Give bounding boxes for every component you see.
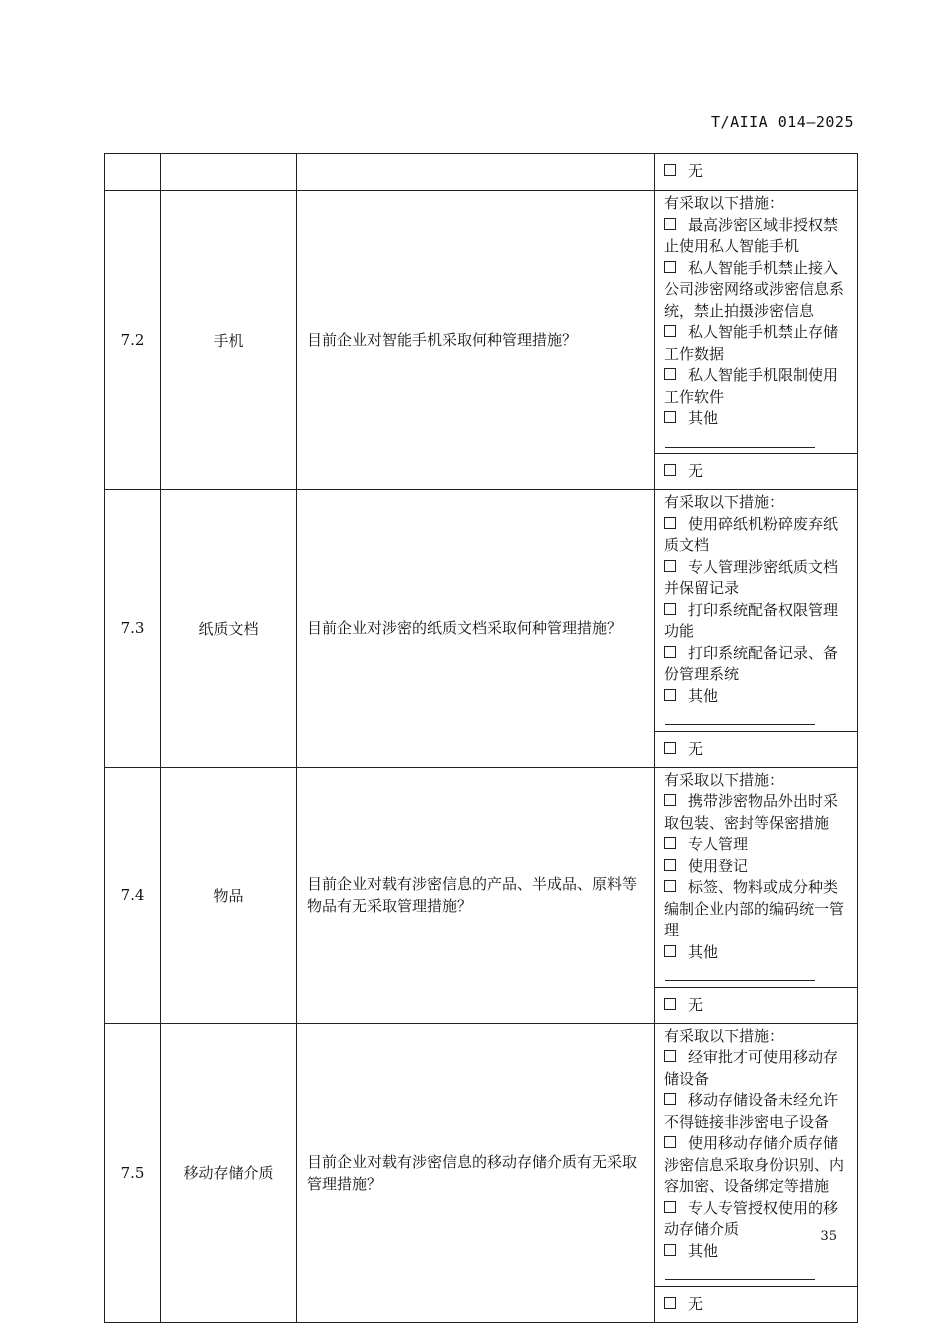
option-item: 专人专管授权使用的移动存储介质: [664, 1198, 839, 1238]
checkbox[interactable]: [664, 1136, 676, 1148]
checkbox[interactable]: [664, 1093, 676, 1105]
option-item: 打印系统配备记录、备份管理系统: [664, 643, 839, 683]
answer-cell: [655, 191, 858, 490]
checkbox[interactable]: [664, 859, 676, 871]
checkbox-none[interactable]: [664, 742, 676, 754]
item-number: 7.3: [105, 490, 161, 768]
checkbox[interactable]: [664, 945, 676, 957]
checkbox[interactable]: [664, 1244, 676, 1256]
option-item: 最高涉密区域非授权禁止使用私人智能手机: [664, 215, 839, 255]
item-name: 移动存储介质: [161, 1023, 297, 1322]
checkbox[interactable]: [664, 837, 676, 849]
answer-cell: [655, 1023, 858, 1322]
table-row: [105, 767, 858, 1023]
item-name: [161, 154, 297, 191]
none-label: 无: [688, 162, 704, 180]
option-item: 使用移动存储介质存储涉密信息采取身份识别、内容加密、设备绑定等措施: [664, 1134, 845, 1195]
item-name: 手机: [161, 191, 297, 490]
table-row: [105, 490, 858, 768]
option-item: 使用登记: [664, 856, 849, 878]
option-item: 专人管理: [664, 834, 849, 856]
none-label: 无: [688, 739, 704, 758]
option-item: 移动存储设备未经允许不得链接非涉密电子设备: [664, 1091, 839, 1131]
option-other: 其他: [664, 686, 849, 729]
fill-in-blank[interactable]: [665, 710, 815, 725]
answer-cell: [655, 767, 858, 1023]
fill-in-blank[interactable]: [665, 1265, 815, 1280]
questionnaire-table: [104, 153, 858, 1323]
checkbox[interactable]: [664, 261, 676, 273]
answer-cell: [655, 490, 858, 768]
checkbox[interactable]: [664, 1050, 676, 1062]
options-title: 有采取以下措施：: [664, 493, 785, 511]
option-item: 携带涉密物品外出时采取包装、密封等保密措施: [664, 792, 839, 832]
question-text: 目前企业对载有涉密信息的移动存储介质有无采取管理措施？: [297, 1023, 655, 1322]
checkbox-none[interactable]: [664, 464, 676, 476]
table-row: [105, 191, 858, 490]
item-name: 纸质文档: [161, 490, 297, 768]
options-title: 有采取以下措施：: [664, 1026, 785, 1045]
checkbox[interactable]: [664, 368, 676, 380]
option-other: 其他: [664, 408, 849, 451]
item-number: 7.4: [105, 767, 161, 1023]
item-number: [105, 154, 161, 191]
option-item: 私人智能手机禁止存储工作数据: [664, 323, 839, 363]
answer-cell: [655, 154, 858, 191]
options-title: 有采取以下措施：: [664, 194, 785, 212]
checkbox[interactable]: [664, 794, 676, 806]
question-text: 目前企业对智能手机采取何种管理措施？: [297, 191, 655, 490]
checkbox-none[interactable]: [664, 1297, 676, 1309]
none-label: 无: [688, 462, 704, 480]
item-number: 7.5: [105, 1023, 161, 1322]
none-label: 无: [688, 1294, 704, 1313]
checkbox[interactable]: [664, 325, 676, 337]
options-title: 有采取以下措施：: [664, 770, 785, 789]
question-text: 目前企业对载有涉密信息的产品、半成品、原料等物品有无采取管理措施？: [297, 767, 655, 1023]
checkbox[interactable]: [664, 560, 676, 572]
checkbox[interactable]: [664, 689, 676, 701]
checkbox-none[interactable]: [664, 998, 676, 1010]
fill-in-blank[interactable]: [665, 966, 815, 981]
table-row: [105, 1023, 858, 1322]
checkbox[interactable]: [664, 517, 676, 529]
item-number: 7.2: [105, 191, 161, 490]
option-item: 使用碎纸机粉碎废弃纸质文档: [664, 514, 839, 554]
checkbox[interactable]: [664, 411, 676, 423]
item-name: 物品: [161, 767, 297, 1023]
option-item: 打印系统配备权限管理功能: [664, 600, 839, 640]
option-item: 标签、物料或成分种类编制企业内部的编码统一管理: [664, 878, 845, 939]
page-number: 35: [820, 1229, 837, 1244]
option-other: 其他: [664, 1241, 849, 1284]
checkbox[interactable]: [664, 218, 676, 230]
table-row: [105, 154, 858, 191]
question-text: 目前企业对涉密的纸质文档采取何种管理措施？: [297, 490, 655, 768]
option-item: 私人智能手机限制使用工作软件: [664, 366, 839, 406]
option-item: 私人智能手机禁止接入公司涉密网络或涉密信息系统，禁止拍摄涉密信息: [664, 258, 845, 320]
checkbox[interactable]: [664, 880, 676, 892]
checkbox-none[interactable]: [664, 164, 676, 176]
checkbox[interactable]: [664, 646, 676, 658]
checkbox[interactable]: [664, 1201, 676, 1213]
question-text: [297, 154, 655, 191]
checkbox[interactable]: [664, 603, 676, 615]
document-code: T/AIIA 014—2025: [711, 113, 854, 131]
option-item: 专人管理涉密纸质文档并保留记录: [664, 557, 839, 597]
option-other: 其他: [664, 942, 849, 985]
option-item: 经审批才可使用移动存储设备: [664, 1048, 839, 1088]
fill-in-blank[interactable]: [665, 433, 815, 448]
none-label: 无: [688, 995, 704, 1014]
